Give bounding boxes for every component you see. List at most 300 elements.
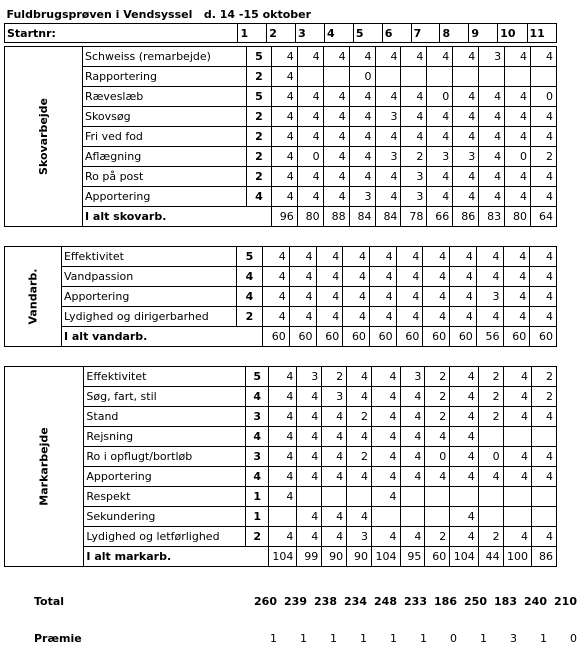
startnr-11: 11 (527, 24, 556, 43)
score-cell: 4 (503, 387, 531, 407)
score-cell: 4 (343, 247, 370, 267)
praemie-cell: 3 (510, 632, 517, 645)
score-cell: 2 (531, 147, 557, 167)
score-cell: 4 (503, 267, 530, 287)
startnr-4: 4 (325, 24, 354, 43)
score-cell: 3 (297, 367, 322, 387)
score-row (5, 387, 557, 407)
grand-total-cell: 250 (464, 595, 487, 608)
score-cell: 4 (263, 247, 290, 267)
score-cell: 4 (323, 147, 349, 167)
score-cell: 4 (478, 467, 503, 487)
score-cell: 4 (400, 527, 425, 547)
score-cell: 0 (425, 447, 450, 467)
section-total-cell: 96 (271, 207, 297, 227)
section-total-label: I alt skovarb. (82, 207, 271, 227)
score-cell: 0 (505, 147, 531, 167)
startnr-1: 1 (238, 24, 267, 43)
score-cell (503, 487, 531, 507)
score-cell (297, 487, 322, 507)
criterion-label: Effektivitet (61, 247, 236, 267)
criterion-weight: 4 (246, 467, 269, 487)
score-cell: 4 (453, 167, 479, 187)
score-cell: 4 (450, 367, 478, 387)
startnr-9: 9 (469, 24, 498, 43)
score-cell: 4 (323, 87, 349, 107)
criterion-label: Stand (84, 407, 246, 427)
score-cell: 4 (372, 427, 400, 447)
score-cell: 4 (268, 407, 296, 427)
section-total-cell: 90 (322, 547, 347, 567)
score-cell: 4 (375, 167, 401, 187)
score-cell: 4 (503, 307, 530, 327)
criterion-weight: 3 (246, 407, 269, 427)
score-cell: 4 (531, 47, 557, 67)
score-cell: 2 (478, 387, 503, 407)
section-total-cell: 80 (297, 207, 323, 227)
criterion-label: Respekt (84, 487, 246, 507)
score-cell: 4 (268, 527, 296, 547)
score-cell: 2 (322, 367, 347, 387)
score-cell: 3 (401, 167, 427, 187)
score-cell: 4 (532, 527, 557, 547)
score-cell: 4 (423, 287, 450, 307)
score-cell (375, 67, 401, 87)
score-cell: 4 (530, 247, 557, 267)
score-row (5, 427, 557, 447)
section-total-cell: 84 (349, 207, 375, 227)
score-cell: 2 (425, 407, 450, 427)
section-label: Vandarb. (26, 268, 40, 325)
score-cell: 4 (423, 307, 450, 327)
score-cell: 4 (349, 87, 375, 107)
score-cell (323, 67, 349, 87)
score-row (5, 287, 557, 307)
section-total-cell: 60 (423, 327, 450, 347)
score-cell: 4 (297, 187, 323, 207)
score-cell (427, 67, 453, 87)
score-cell: 4 (369, 267, 396, 287)
criterion-weight: 5 (247, 47, 272, 67)
score-cell: 4 (323, 107, 349, 127)
praemie-cell: 1 (300, 632, 307, 645)
praemie-cell: 0 (570, 632, 577, 645)
score-cell: 4 (322, 447, 347, 467)
score-cell: 3 (347, 527, 372, 547)
section-total-cell: 99 (297, 547, 322, 567)
score-cell: 4 (271, 47, 297, 67)
score-cell: 4 (427, 167, 453, 187)
score-cell: 4 (450, 527, 478, 547)
score-row (5, 407, 557, 427)
criterion-label: Sekundering (84, 507, 246, 527)
score-cell: 4 (372, 387, 400, 407)
criterion-weight: 4 (236, 287, 262, 307)
score-row (5, 527, 557, 547)
criterion-label: Schweiss (remarbejde) (82, 47, 246, 67)
score-row (5, 447, 557, 467)
score-cell: 4 (347, 507, 372, 527)
score-cell: 4 (263, 267, 290, 287)
score-row (5, 367, 557, 387)
score-cell: 4 (531, 127, 557, 147)
score-cell: 4 (349, 147, 375, 167)
score-cell: 4 (263, 287, 290, 307)
score-cell: 4 (530, 267, 557, 287)
score-row (5, 507, 557, 527)
score-row (5, 247, 557, 267)
criterion-weight: 2 (247, 107, 272, 127)
score-cell: 4 (450, 447, 478, 467)
score-cell: 0 (478, 447, 503, 467)
score-cell: 2 (478, 367, 503, 387)
score-cell: 4 (297, 447, 322, 467)
score-cell: 4 (268, 387, 296, 407)
score-cell: 4 (271, 87, 297, 107)
criterion-label: Rejsning (84, 427, 246, 447)
praemie-cell: 1 (360, 632, 367, 645)
score-cell: 4 (372, 487, 400, 507)
score-cell: 2 (425, 387, 450, 407)
score-cell: 4 (450, 287, 477, 307)
score-cell: 4 (505, 107, 531, 127)
section-total-cell: 60 (369, 327, 396, 347)
score-cell (505, 67, 531, 87)
score-row (5, 107, 557, 127)
score-cell: 4 (530, 287, 557, 307)
startnr-8: 8 (440, 24, 469, 43)
score-cell: 4 (425, 427, 450, 447)
section-vandarbejde (4, 246, 557, 347)
score-cell: 2 (532, 367, 557, 387)
criterion-label: Ro på post (82, 167, 246, 187)
score-cell: 4 (322, 527, 347, 547)
score-cell: 4 (503, 367, 531, 387)
section-total-cell: 56 (476, 327, 503, 347)
score-cell: 4 (401, 127, 427, 147)
score-cell: 4 (532, 407, 557, 427)
grand-total-row (4, 591, 577, 613)
score-cell: 4 (453, 87, 479, 107)
score-cell (401, 67, 427, 87)
score-cell: 4 (450, 247, 477, 267)
score-cell: 2 (532, 387, 557, 407)
score-cell: 0 (297, 147, 323, 167)
score-cell: 4 (369, 287, 396, 307)
score-cell: 4 (400, 407, 425, 427)
section-total-cell: 78 (401, 207, 427, 227)
score-cell: 4 (450, 307, 477, 327)
section-total-cell: 95 (400, 547, 425, 567)
criterion-label: Apportering (84, 467, 246, 487)
score-cell: 4 (271, 187, 297, 207)
score-cell: 4 (505, 87, 531, 107)
score-cell: 4 (297, 87, 323, 107)
score-cell: 4 (427, 127, 453, 147)
section-skovarbejde (4, 46, 557, 227)
score-cell (372, 507, 400, 527)
score-cell: 3 (349, 187, 375, 207)
criterion-weight: 2 (246, 527, 269, 547)
score-cell: 2 (478, 527, 503, 547)
score-cell: 4 (453, 127, 479, 147)
score-cell: 4 (349, 167, 375, 187)
section-total-cell: 84 (375, 207, 401, 227)
criterion-label: Apportering (61, 287, 236, 307)
grand-total-cell: 260 (254, 595, 277, 608)
score-cell (532, 427, 557, 447)
score-cell: 4 (476, 307, 503, 327)
score-cell: 4 (369, 307, 396, 327)
section-label-cell (5, 47, 83, 227)
grand-total-cell: 234 (344, 595, 367, 608)
score-cell: 4 (297, 387, 322, 407)
criterion-label: Ro i opflugt/bortløb (84, 447, 246, 467)
grand-total-cell: 238 (314, 595, 337, 608)
score-cell: 4 (450, 507, 478, 527)
criterion-weight: 5 (236, 247, 262, 267)
score-cell: 4 (503, 527, 531, 547)
praemie-cell: 0 (450, 632, 457, 645)
score-cell: 4 (323, 187, 349, 207)
section-total-row (5, 547, 557, 567)
score-cell: 4 (505, 167, 531, 187)
score-cell: 4 (476, 247, 503, 267)
criterion-label: Rapportering (82, 67, 246, 87)
section-total-cell: 86 (532, 547, 557, 567)
score-cell: 4 (427, 47, 453, 67)
score-row (5, 47, 557, 67)
score-cell: 4 (401, 87, 427, 107)
score-cell: 4 (316, 287, 343, 307)
score-cell: 4 (268, 487, 296, 507)
section-total-cell: 60 (503, 327, 530, 347)
score-cell: 4 (297, 407, 322, 427)
score-cell: 4 (343, 267, 370, 287)
criterion-weight: 2 (247, 127, 272, 147)
criterion-weight: 4 (247, 187, 272, 207)
grand-total-cell: 183 (494, 595, 517, 608)
score-cell: 4 (271, 67, 297, 87)
score-cell: 4 (505, 127, 531, 147)
criterion-label: Fri ved fod (82, 127, 246, 147)
score-cell: 4 (347, 427, 372, 447)
score-cell (425, 487, 450, 507)
grand-total-cell: 186 (434, 595, 457, 608)
criterion-weight: 1 (246, 507, 269, 527)
score-row (5, 147, 557, 167)
criterion-weight: 4 (246, 427, 269, 447)
score-cell (532, 507, 557, 527)
score-cell (297, 67, 323, 87)
score-cell: 4 (505, 47, 531, 67)
score-cell: 4 (347, 367, 372, 387)
score-cell: 4 (453, 187, 479, 207)
score-cell: 3 (479, 47, 505, 67)
score-row (5, 127, 557, 147)
criterion-weight: 5 (246, 367, 269, 387)
section-total-cell: 64 (531, 207, 557, 227)
score-cell: 4 (347, 467, 372, 487)
title-cell (5, 5, 557, 24)
score-cell (347, 487, 372, 507)
score-cell: 4 (453, 107, 479, 127)
score-cell (479, 67, 505, 87)
score-cell: 4 (479, 127, 505, 147)
score-cell: 4 (372, 467, 400, 487)
score-cell: 4 (427, 187, 453, 207)
criterion-label: Lydighed og letførlighed (84, 527, 246, 547)
score-cell: 4 (505, 187, 531, 207)
score-cell: 4 (297, 127, 323, 147)
score-cell: 4 (503, 447, 531, 467)
section-total-cell: 60 (263, 327, 290, 347)
score-cell: 4 (297, 427, 322, 447)
score-cell: 4 (289, 267, 316, 287)
section-total-cell: 83 (479, 207, 505, 227)
section-total-cell: 60 (396, 327, 423, 347)
score-cell (503, 427, 531, 447)
score-row (5, 87, 557, 107)
score-cell: 4 (479, 147, 505, 167)
startnr-5: 5 (353, 24, 382, 43)
score-cell: 4 (375, 47, 401, 67)
score-cell: 4 (400, 387, 425, 407)
criterion-weight: 2 (236, 307, 262, 327)
criterion-weight: 2 (247, 67, 272, 87)
score-cell: 4 (322, 407, 347, 427)
score-cell: 2 (401, 147, 427, 167)
section-label: Markarbejde (37, 427, 51, 506)
criterion-weight: 4 (236, 267, 262, 287)
praemie-cell: 1 (540, 632, 547, 645)
score-cell: 0 (427, 87, 453, 107)
grand-total-cell: 248 (374, 595, 397, 608)
section-total-cell: 60 (289, 327, 316, 347)
score-cell: 4 (297, 467, 322, 487)
score-cell: 4 (271, 107, 297, 127)
score-cell: 4 (372, 447, 400, 467)
section-total-label: I alt markarb. (84, 547, 269, 567)
score-cell (450, 487, 478, 507)
grand-total-label: Total (34, 595, 65, 608)
score-row (5, 167, 557, 187)
score-cell: 4 (297, 507, 322, 527)
praemie-row (4, 628, 577, 650)
score-cell: 4 (349, 47, 375, 67)
section-total-cell: 66 (427, 207, 453, 227)
score-cell: 4 (268, 367, 296, 387)
criterion-label: Lydighed og dirigerbarhed (61, 307, 236, 327)
score-cell: 3 (401, 187, 427, 207)
score-cell: 3 (427, 147, 453, 167)
startnr-10: 10 (498, 24, 527, 43)
score-cell: 2 (478, 407, 503, 427)
startnr-label: Startnr: (5, 24, 238, 43)
score-cell: 4 (400, 447, 425, 467)
score-cell: 4 (316, 247, 343, 267)
score-cell (478, 487, 503, 507)
section-total-cell: 86 (453, 207, 479, 227)
score-cell: 4 (476, 267, 503, 287)
score-cell: 4 (425, 467, 450, 487)
score-cell: 4 (396, 267, 423, 287)
section-total-cell: 60 (450, 327, 477, 347)
score-cell: 4 (322, 467, 347, 487)
section-total-cell: 90 (347, 547, 372, 567)
score-cell: 4 (372, 367, 400, 387)
section-label-cell (5, 247, 62, 347)
score-cell: 4 (479, 187, 505, 207)
score-cell: 4 (349, 127, 375, 147)
score-cell: 2 (425, 367, 450, 387)
section-total-row (5, 327, 557, 347)
score-cell: 2 (347, 447, 372, 467)
score-cell: 4 (401, 47, 427, 67)
score-cell: 4 (289, 247, 316, 267)
score-cell: 4 (372, 407, 400, 427)
score-row (5, 67, 557, 87)
section-total-cell: 60 (530, 327, 557, 347)
score-cell: 4 (503, 407, 531, 427)
score-cell: 4 (349, 107, 375, 127)
score-cell: 0 (349, 67, 375, 87)
section-total-cell: 104 (268, 547, 296, 567)
score-cell: 4 (271, 127, 297, 147)
score-row (5, 467, 557, 487)
score-row (5, 487, 557, 507)
score-cell: 4 (423, 247, 450, 267)
score-cell: 4 (503, 247, 530, 267)
score-cell: 3 (400, 367, 425, 387)
score-cell: 4 (271, 147, 297, 167)
score-cell: 0 (531, 87, 557, 107)
startnr-3: 3 (296, 24, 325, 43)
score-cell (322, 487, 347, 507)
score-cell: 4 (297, 167, 323, 187)
section-total-cell: 60 (343, 327, 370, 347)
praemie-cell: 1 (390, 632, 397, 645)
score-cell: 4 (322, 507, 347, 527)
score-row (5, 187, 557, 207)
criterion-label: Vandpassion (61, 267, 236, 287)
score-cell: 4 (479, 167, 505, 187)
page-date: d. 14 -15 oktober (203, 7, 312, 21)
grand-total-cell: 233 (404, 595, 427, 608)
praemie-cell: 1 (420, 632, 427, 645)
score-cell: 4 (343, 287, 370, 307)
score-cell: 4 (400, 427, 425, 447)
score-cell: 2 (347, 407, 372, 427)
score-cell: 4 (343, 307, 370, 327)
score-cell: 4 (271, 167, 297, 187)
criterion-label: Ræveslæb (82, 87, 246, 107)
score-cell: 4 (503, 467, 531, 487)
score-cell: 4 (297, 47, 323, 67)
criterion-label: Effektivitet (84, 367, 246, 387)
score-cell: 4 (289, 287, 316, 307)
score-cell: 4 (323, 47, 349, 67)
score-row (5, 307, 557, 327)
section-total-cell: 60 (425, 547, 450, 567)
score-cell (453, 67, 479, 87)
praemie-label: Præmie (34, 632, 82, 645)
section-total-cell: 88 (323, 207, 349, 227)
section-total-cell: 100 (503, 547, 531, 567)
startnr-7: 7 (411, 24, 440, 43)
score-cell: 4 (297, 527, 322, 547)
grand-total-cell: 210 (554, 595, 577, 608)
